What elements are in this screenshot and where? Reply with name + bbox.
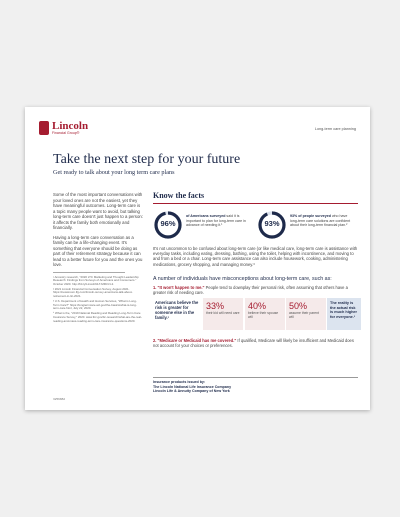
misconceptions-heading: A number of individuals have misconceptions about long-term care, such as: [153, 275, 332, 282]
logo-tagline: Financial Group® [52, 131, 80, 135]
fact-detail: said it is important to plan for long-term care in advance of needing it.¹ [186, 214, 246, 228]
misconception-2 [153, 338, 358, 348]
stat-value: 40% [248, 300, 267, 311]
facts-row [153, 208, 358, 244]
fact-item [257, 208, 357, 242]
misconception-1 [153, 285, 358, 295]
fact-detail: who have long-term care solutions are confident about their long-term financial plan.² [290, 214, 351, 228]
stat-box [245, 298, 285, 330]
fact-item [153, 208, 253, 242]
misconception-2-text: If qualified, Medicare will likely be insufficient and Medicaid does not account for your choices or preferences. [153, 337, 354, 348]
misconception-2-label: 2. "Medicare or Medicaid has me covered." [153, 337, 237, 343]
footer-line: Insurance products issued by: [153, 380, 206, 384]
facts-heading: Know the facts [153, 191, 205, 200]
misconception-1-text: People tend to downplay their personal risk, often assuming that others have a greater risk of needing care. [153, 284, 348, 295]
fact-bold: of Americans surveyed [186, 214, 226, 218]
stat-text: believe their spouse will [248, 310, 279, 320]
stat-text: their kid will need care [206, 310, 240, 315]
page-subtitle: Get ready to talk about your long term care plans [53, 169, 175, 176]
footnote: ³ U.S. Department of Health and Human Services, "What is Long-Term Care?" https://longtermcare.acl.gov/the-basics/what-is-long-term-care.html, July 22, 2020. [53, 299, 137, 311]
footnote: ² 2021 Lincoln Financial Conversation Survey, August 2021. https://newsroom.lfg.com/lincoln-survey-americans-talk-about-retirement-in-ltc-2021. [53, 286, 133, 298]
stats-label: Americans believe the risk is greater for someone else in the family.¹ [155, 299, 199, 320]
page-title: Take the next step for your future [53, 152, 241, 167]
issuer-footer [153, 377, 353, 394]
intro-paragraph: Some of the most important conversations with your loved ones are not the easiest, yet they have meaningful outcomes. Long-term care is a topic many people want to avoid, but talking long-term care doesn't just happen to a person: it affects the family both emotionally and financially. [53, 192, 143, 230]
fact-value: 93% [264, 219, 280, 228]
stat-box [286, 298, 326, 330]
fact-bold: 93% of people surveyed [290, 214, 331, 218]
fact-value: 96% [160, 219, 176, 228]
fact-text [186, 214, 250, 228]
series-label: Long-term care planning [314, 127, 356, 131]
stat-box [203, 298, 243, 330]
reality-box: The reality is the actual risk is much higher for everyone.³ [327, 298, 361, 330]
logo-name: Lincoln [52, 120, 89, 132]
footer-line: Lincoln Life & Annuity Company of New York [153, 389, 230, 393]
stat-text: assume their parent will [289, 310, 319, 320]
intro-paragraph-2: Having a long-term care conversation as a family can be a life-changing event. It's something that everyone should be doing as part of their retirement strategy because it can lead to a better future for you and the ones you love. [53, 234, 143, 267]
fact-text [290, 214, 354, 228]
footnote: ⁴ What is the, "2019 National Reading and Reading Long-Term Care Insurance Survey," 2020. www.ltrc.gov/ltc-research/what-are-the-real-reading-and-mass-reading-term-care-insurance-questions-2020. [53, 311, 142, 323]
stat-value: 50% [289, 300, 308, 311]
left-column [53, 192, 143, 325]
right-column [153, 191, 358, 351]
document-page [25, 107, 370, 410]
misconception-1-label: 1. "It won't happen to me." [153, 284, 205, 290]
footer-line: The Lincoln National Life Insurance Company [153, 384, 232, 389]
facts-divider [153, 203, 358, 204]
footnote: ¹ Ancestry research, "2020 LTC Marketing and Thought Leadership Research: Findings from Surveys of Americans and Consumers." October 2020. http://bit.ly/LincolnNLT-MFR-N-2. [53, 274, 139, 286]
logo-mark-icon [39, 121, 49, 135]
stat-value: 33% [206, 300, 225, 311]
body-paragraph: It's not uncommon to be confused about long-term care (or like medical care, long-term care is assistance with everyday tasks, including eating, dressing, bathing, using the toilet, helping with incontinence, and moving to and from a bed or a chair. Long-term care assistance can also include housework, cooking, administering medications, grocery shopping, and managing money.³ [153, 246, 358, 267]
document-code: 3256882 [53, 397, 66, 401]
stats-row [153, 298, 358, 332]
divider [53, 272, 125, 273]
footer-divider [153, 377, 358, 378]
